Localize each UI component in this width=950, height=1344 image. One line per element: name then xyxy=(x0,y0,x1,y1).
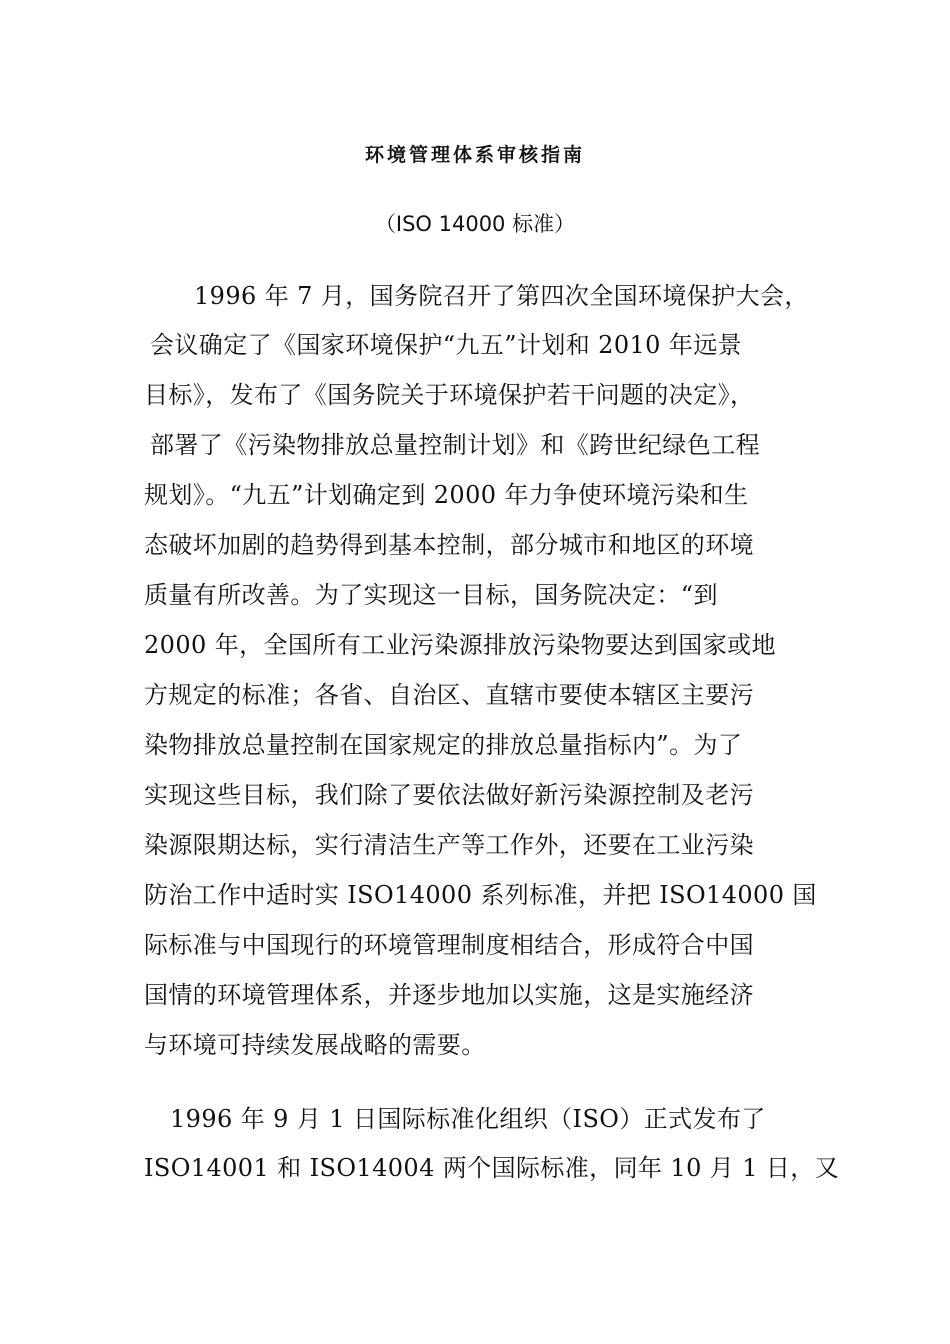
paragraph-line: 会议确定了《国家环境保护“九五”计划和 2010 年远景 xyxy=(150,331,743,359)
paragraph-line: ISO14001 和 ISO14004 两个国际标准，同年 10 月 1 日，又 xyxy=(144,1154,840,1182)
paragraph-line: 防治工作中适时实 ISO14000 系列标准，并把 ISO14000 国 xyxy=(144,881,817,909)
paragraph-line: 态破坏加剧的趋势得到基本控制，部分城市和地区的环境 xyxy=(144,531,754,559)
document-title: 环境管理体系审核指南 xyxy=(364,144,585,166)
paragraph-line: 目标》，发布了《国务院关于环境保护若干问题的决定》， xyxy=(144,381,755,409)
paragraph-line: 实现这些目标，我们除了要依法做好新污染源控制及老污 xyxy=(144,781,754,809)
paragraph-line: 与环境可持续发展战略的需要。 xyxy=(144,1031,486,1059)
paragraph-line: 1996 年 9 月 1 日国际标准化组织（ISO）正式发布了 xyxy=(170,1105,766,1133)
paragraph-line: 2000 年，全国所有工业污染源排放污染物要达到国家或地 xyxy=(144,631,776,659)
document-subtitle: （ISO 14000 标准） xyxy=(374,212,576,236)
paragraph-line: 质量有所改善。为了实现这一目标，国务院决定：“到 xyxy=(144,581,718,609)
paragraph-line: 方规定的标准；各省、自治区、直辖市要使本辖区主要污 xyxy=(144,681,754,709)
paragraph-line: 际标准与中国现行的环境管理制度相结合，形成符合中国 xyxy=(144,931,754,959)
paragraph-line: 染物排放总量控制在国家规定的排放总量指标内”。为了 xyxy=(144,731,743,759)
paragraph-line: 1996 年 7 月，国务院召开了第四次全国环境保护大会， xyxy=(194,282,809,310)
paragraph-line: 染源限期达标，实行清洁生产等工作外，还要在工业污染 xyxy=(144,831,754,859)
paragraph-line: 部署了《污染物排放总量控制计划》和《跨世纪绿色工程 xyxy=(150,431,760,459)
paragraph-line: 规划》。“九五”计划确定到 2000 年力争使环境污染和生 xyxy=(144,481,749,509)
paragraph-line: 国情的环境管理体系，并逐步地加以实施，这是实施经济 xyxy=(144,981,754,1009)
